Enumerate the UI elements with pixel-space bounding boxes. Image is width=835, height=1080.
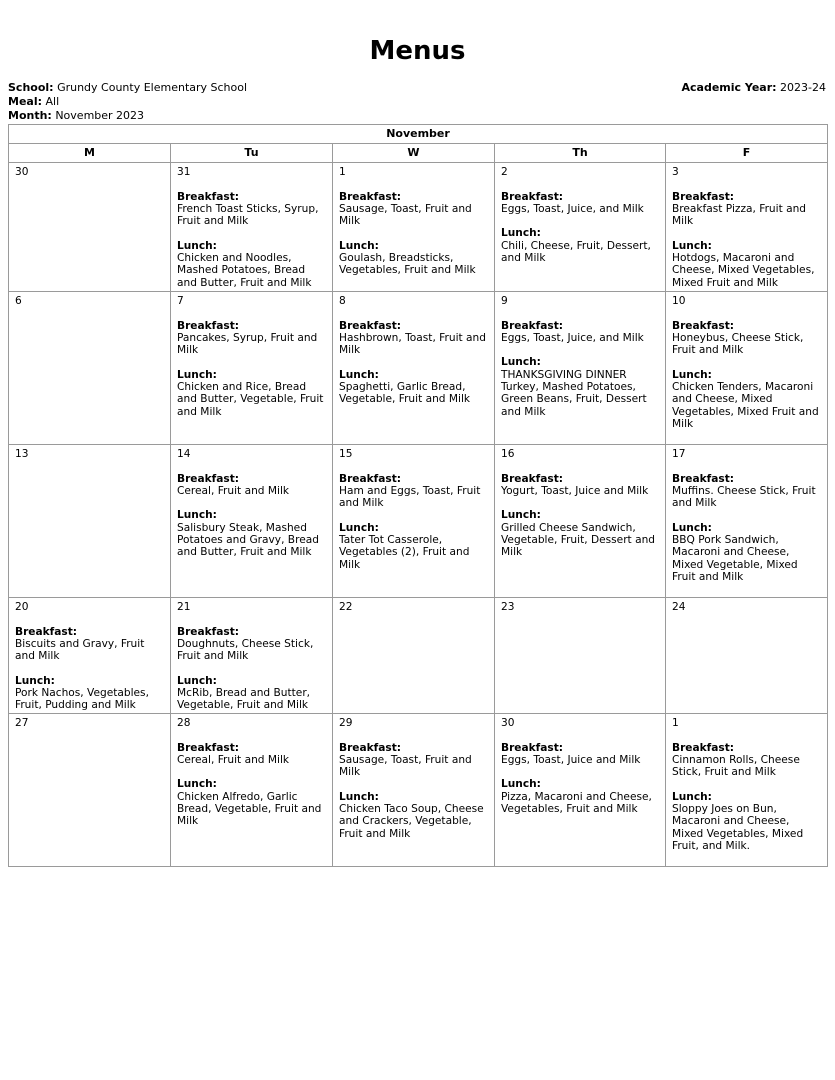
breakfast-menu: Eggs, Toast, Juice, and Milk bbox=[501, 202, 644, 215]
spacer bbox=[177, 356, 326, 368]
lunch-label: Lunch: bbox=[177, 674, 217, 687]
spacer bbox=[672, 509, 821, 521]
breakfast-label: Breakfast: bbox=[177, 741, 240, 754]
lunch-label: Lunch: bbox=[339, 239, 379, 252]
lunch-label: Lunch: bbox=[339, 521, 379, 534]
breakfast-label: Breakfast: bbox=[672, 472, 735, 485]
day-cell bbox=[333, 598, 495, 714]
day-number: 1 bbox=[672, 717, 679, 729]
day-cell bbox=[666, 163, 828, 292]
day-number: 13 bbox=[15, 448, 29, 460]
day-number: 3 bbox=[672, 166, 679, 178]
lunch-label: Lunch: bbox=[501, 356, 541, 369]
day-number: 31 bbox=[177, 166, 191, 178]
breakfast-label: Breakfast: bbox=[339, 319, 402, 332]
breakfast-menu: Sausage, Toast, Fruit and Milk bbox=[339, 202, 472, 228]
lunch-label: Lunch: bbox=[672, 239, 712, 252]
weekday-header: Tu bbox=[171, 144, 333, 163]
lunch-menu: Chicken Tenders, Macaroni and Cheese, Mixed Vegetables, Mixed Fruit and Milk bbox=[672, 381, 819, 430]
day-cell bbox=[666, 714, 828, 867]
day-cell bbox=[171, 598, 333, 714]
lunch-label: Lunch: bbox=[15, 674, 55, 687]
lunch-label: Lunch: bbox=[177, 239, 217, 252]
lunch-label: Lunch: bbox=[339, 368, 379, 381]
breakfast-menu: Sausage, Toast, Fruit and Milk bbox=[339, 753, 472, 779]
lunch-menu: Pizza, Macaroni and Cheese, Vegetables, Fruit and Milk bbox=[501, 790, 652, 816]
week-row bbox=[9, 292, 828, 445]
spacer bbox=[339, 460, 488, 472]
spacer bbox=[672, 460, 821, 472]
spacer bbox=[339, 356, 488, 368]
day-number: 22 bbox=[339, 601, 353, 613]
breakfast-menu: Honeybus, Cheese Stick, Fruit and Milk bbox=[672, 331, 804, 357]
spacer bbox=[501, 766, 659, 778]
breakfast-menu: Cereal, Fruit and Milk bbox=[177, 484, 290, 497]
spacer bbox=[339, 778, 488, 790]
week-row bbox=[9, 445, 828, 598]
lunch-menu: BBQ Pork Sandwich, Macaroni and Cheese, Mixed Vegetable, Mixed Fruit and Milk bbox=[672, 534, 798, 583]
spacer bbox=[177, 497, 326, 509]
day-number: 1 bbox=[339, 166, 346, 178]
lunch-menu: Grilled Cheese Sandwich, Vegetable, Fruit, Dessert and Milk bbox=[501, 521, 656, 559]
spacer bbox=[501, 307, 659, 319]
week-row bbox=[9, 598, 828, 714]
day-number: 17 bbox=[672, 448, 686, 460]
academic-year-value: 2023-24 bbox=[780, 81, 826, 94]
day-number: 20 bbox=[15, 601, 29, 613]
spacer bbox=[15, 613, 164, 625]
day-cell bbox=[9, 445, 171, 598]
breakfast-label: Breakfast: bbox=[339, 472, 402, 485]
week-row bbox=[9, 714, 828, 867]
breakfast-menu: Pancakes, Syrup, Fruit and Milk bbox=[177, 331, 318, 357]
day-number: 7 bbox=[177, 295, 184, 307]
breakfast-label: Breakfast: bbox=[501, 472, 564, 485]
day-number: 14 bbox=[177, 448, 191, 460]
spacer bbox=[501, 178, 659, 190]
month-label: Month: bbox=[8, 109, 52, 122]
breakfast-menu: Ham and Eggs, Toast, Fruit and Milk bbox=[339, 484, 481, 510]
lunch-label: Lunch: bbox=[177, 509, 217, 522]
spacer bbox=[339, 307, 488, 319]
breakfast-menu: Doughnuts, Cheese Stick, Fruit and Milk bbox=[177, 637, 314, 663]
academic-year-label: Academic Year: bbox=[681, 81, 777, 94]
day-cell bbox=[171, 292, 333, 445]
weekday-header: F bbox=[666, 144, 828, 163]
day-number: 24 bbox=[672, 601, 686, 613]
spacer bbox=[177, 227, 326, 239]
meal-label: Meal: bbox=[8, 95, 42, 108]
breakfast-label: Breakfast: bbox=[672, 741, 735, 754]
menu-calendar bbox=[8, 124, 828, 867]
day-cell bbox=[333, 445, 495, 598]
lunch-label: Lunch: bbox=[501, 778, 541, 791]
day-number: 9 bbox=[501, 295, 508, 307]
spacer bbox=[339, 227, 488, 239]
day-number: 23 bbox=[501, 601, 515, 613]
weekday-header: M bbox=[9, 144, 171, 163]
spacer bbox=[672, 356, 821, 368]
month-info bbox=[8, 109, 144, 123]
breakfast-menu: Cereal, Fruit and Milk bbox=[177, 753, 290, 766]
day-number: 30 bbox=[501, 717, 515, 729]
meal-value: All bbox=[45, 95, 60, 108]
breakfast-label: Breakfast: bbox=[672, 190, 735, 203]
spacer bbox=[177, 307, 326, 319]
day-cell bbox=[9, 714, 171, 867]
school-label: School: bbox=[8, 81, 54, 94]
lunch-menu: Chicken Taco Soup, Cheese and Crackers, Vegetable, Fruit and Milk bbox=[339, 803, 484, 840]
breakfast-label: Breakfast: bbox=[177, 625, 240, 638]
breakfast-label: Breakfast: bbox=[177, 472, 240, 485]
lunch-menu: McRib, Bread and Butter, Vegetable, Fruit and Milk bbox=[177, 687, 311, 712]
spacer bbox=[672, 778, 821, 790]
spacer bbox=[177, 766, 326, 778]
academic-year-info bbox=[681, 81, 826, 95]
day-cell bbox=[9, 163, 171, 292]
spacer bbox=[339, 729, 488, 741]
breakfast-menu: Eggs, Toast, Juice and Milk bbox=[501, 753, 641, 766]
day-number: 21 bbox=[177, 601, 191, 613]
day-cell bbox=[495, 714, 666, 867]
day-cell bbox=[495, 163, 666, 292]
spacer bbox=[672, 729, 821, 741]
spacer bbox=[177, 662, 326, 674]
lunch-menu: Goulash, Breadsticks, Vegetables, Fruit and Milk bbox=[339, 252, 476, 277]
lunch-menu: Hotdogs, Macaroni and Cheese, Mixed Vegetables, Mixed Fruit and Milk bbox=[672, 252, 815, 289]
spacer bbox=[672, 178, 821, 190]
breakfast-label: Breakfast: bbox=[501, 190, 564, 203]
day-number: 29 bbox=[339, 717, 353, 729]
week-row bbox=[9, 163, 828, 292]
school-info bbox=[8, 81, 247, 95]
day-cell bbox=[9, 292, 171, 445]
lunch-menu: Chili, Cheese, Fruit, Dessert, and Milk bbox=[501, 239, 651, 265]
day-number: 30 bbox=[15, 166, 29, 178]
breakfast-menu: Yogurt, Toast, Juice and Milk bbox=[501, 484, 649, 497]
day-cell bbox=[333, 292, 495, 445]
lunch-menu: Chicken Alfredo, Garlic Bread, Vegetable, Fruit and Milk bbox=[177, 790, 322, 828]
spacer bbox=[501, 215, 659, 227]
breakfast-menu: Muffins. Cheese Stick, Fruit and Milk bbox=[672, 484, 816, 510]
breakfast-menu: Cinnamon Rolls, Cheese Stick, Fruit and Milk bbox=[672, 753, 800, 779]
weekday-header: Th bbox=[495, 144, 666, 163]
lunch-label: Lunch: bbox=[339, 790, 379, 803]
lunch-menu: Pork Nachos, Vegetables, Fruit, Pudding and Milk bbox=[15, 687, 149, 712]
spacer bbox=[501, 344, 659, 356]
spacer bbox=[15, 662, 164, 674]
day-cell bbox=[666, 292, 828, 445]
day-number: 10 bbox=[672, 295, 686, 307]
day-number: 8 bbox=[339, 295, 346, 307]
breakfast-label: Breakfast: bbox=[15, 625, 78, 638]
spacer bbox=[177, 729, 326, 741]
school-name: Grundy County Elementary School bbox=[57, 81, 248, 94]
breakfast-label: Breakfast: bbox=[177, 190, 240, 203]
breakfast-label: Breakfast: bbox=[339, 190, 402, 203]
weekday-header: W bbox=[333, 144, 495, 163]
breakfast-menu: French Toast Sticks, Syrup, Fruit and Milk bbox=[177, 202, 319, 228]
lunch-menu: Tater Tot Casserole, Vegetables (2), Fruit and Milk bbox=[339, 534, 470, 571]
lunch-menu: Salisbury Steak, Mashed Potatoes and Gravy, Bread and Butter, Fruit and Milk bbox=[177, 521, 319, 559]
spacer bbox=[501, 497, 659, 509]
day-cell bbox=[495, 292, 666, 445]
page-title: Menus bbox=[369, 36, 466, 66]
breakfast-label: Breakfast: bbox=[177, 319, 240, 332]
lunch-label: Lunch: bbox=[672, 790, 712, 803]
spacer bbox=[672, 307, 821, 319]
breakfast-menu: Eggs, Toast, Juice, and Milk bbox=[501, 331, 644, 344]
meal-info bbox=[8, 95, 59, 109]
breakfast-label: Breakfast: bbox=[672, 319, 735, 332]
lunch-menu: Spaghetti, Garlic Bread, Vegetable, Fruit and Milk bbox=[339, 381, 471, 406]
day-number: 2 bbox=[501, 166, 508, 178]
spacer bbox=[672, 227, 821, 239]
day-cell bbox=[495, 598, 666, 714]
day-number: 6 bbox=[15, 295, 22, 307]
day-number: 16 bbox=[501, 448, 515, 460]
lunch-menu: THANKSGIVING DINNER Turkey, Mashed Potatoes, Green Beans, Fruit, Dessert and Milk bbox=[501, 368, 647, 418]
lunch-label: Lunch: bbox=[501, 227, 541, 240]
weekday-header-row bbox=[9, 144, 828, 163]
lunch-label: Lunch: bbox=[177, 778, 217, 791]
lunch-label: Lunch: bbox=[177, 368, 217, 381]
spacer bbox=[177, 460, 326, 472]
spacer bbox=[501, 460, 659, 472]
day-cell bbox=[495, 445, 666, 598]
breakfast-menu: Hashbrown, Toast, Fruit and Milk bbox=[339, 331, 486, 357]
spacer bbox=[339, 178, 488, 190]
day-cell bbox=[9, 598, 171, 714]
spacer bbox=[177, 178, 326, 190]
lunch-label: Lunch: bbox=[501, 509, 541, 522]
day-number: 27 bbox=[15, 717, 29, 729]
day-cell bbox=[171, 714, 333, 867]
spacer bbox=[177, 613, 326, 625]
lunch-label: Lunch: bbox=[672, 521, 712, 534]
lunch-menu: Chicken and Noodles, Mashed Potatoes, Bread and Butter, Fruit and Milk bbox=[177, 252, 312, 289]
breakfast-menu: Breakfast Pizza, Fruit and Milk bbox=[672, 202, 807, 228]
spacer bbox=[339, 509, 488, 521]
lunch-label: Lunch: bbox=[672, 368, 712, 381]
lunch-menu: Sloppy Joes on Bun, Macaroni and Cheese, Mixed Vegetables, Mixed Fruit, and Milk. bbox=[672, 803, 804, 852]
day-number: 28 bbox=[177, 717, 191, 729]
day-cell bbox=[333, 163, 495, 292]
breakfast-menu: Biscuits and Gravy, Fruit and Milk bbox=[15, 637, 145, 663]
day-cell bbox=[333, 714, 495, 867]
day-cell bbox=[666, 598, 828, 714]
day-number: 15 bbox=[339, 448, 353, 460]
breakfast-label: Breakfast: bbox=[501, 741, 564, 754]
spacer bbox=[501, 729, 659, 741]
day-cell bbox=[171, 445, 333, 598]
breakfast-label: Breakfast: bbox=[501, 319, 564, 332]
day-cell bbox=[171, 163, 333, 292]
breakfast-label: Breakfast: bbox=[339, 741, 402, 754]
day-cell bbox=[666, 445, 828, 598]
lunch-menu: Chicken and Rice, Bread and Butter, Vegetable, Fruit and Milk bbox=[177, 381, 324, 418]
month-value: November 2023 bbox=[55, 109, 145, 122]
calendar-month-header: November bbox=[9, 125, 828, 144]
